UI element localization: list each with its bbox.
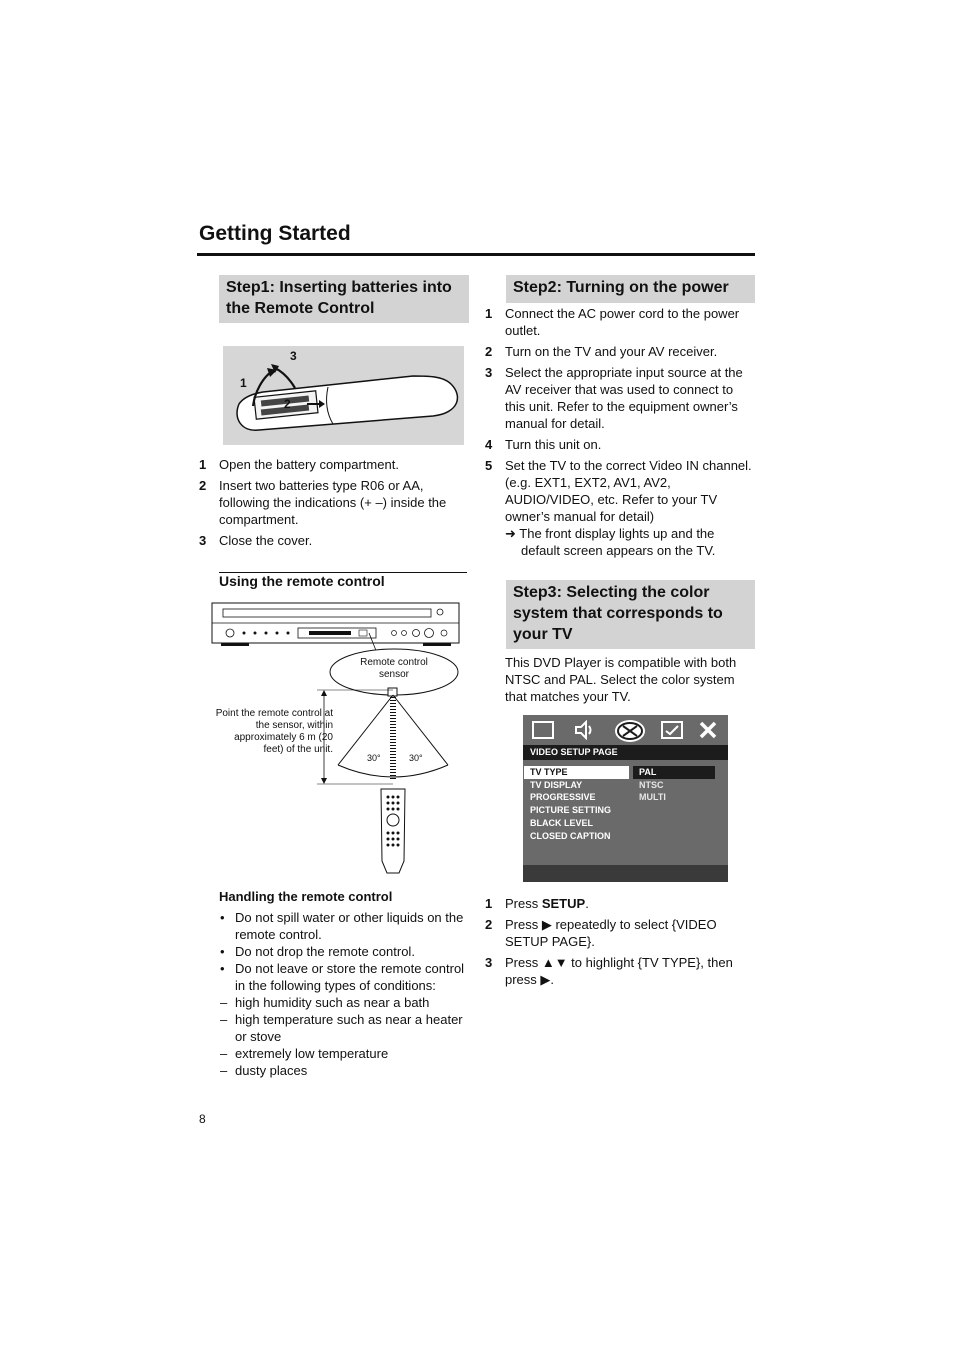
osd-page-title: VIDEO SETUP PAGE — [523, 745, 728, 760]
step2-result: ➜ The front display lights up and the default screen appears on the TV. — [505, 526, 716, 558]
list-item: 4 Turn this unit on. — [485, 437, 602, 452]
list-item: • Do not drop the remote control. — [220, 944, 415, 959]
step1-heading: Step1: Inserting batteries into the Remote Control — [219, 275, 469, 323]
page-number: 8 — [199, 1112, 206, 1126]
figure-label-3: 3 — [290, 349, 297, 363]
general-setup-icon[interactable] — [532, 721, 554, 739]
exit-setup-icon[interactable] — [698, 721, 718, 739]
step3-heading: Step3: Selecting the color system that corresponds to your TV — [506, 580, 755, 649]
list-item: – high humidity such as near a bath — [220, 995, 430, 1010]
remote-usage-figure — [211, 601, 461, 881]
osd-menu-black-level[interactable]: BLACK LEVEL — [530, 818, 593, 828]
osd-footer-bar — [523, 865, 728, 882]
list-item: 1 Open the battery compartment. — [199, 457, 399, 472]
step3-list — [485, 895, 755, 992]
list-item: – high temperature such as near a heater or stove — [220, 1012, 463, 1044]
video-setup-osd — [523, 715, 728, 882]
osd-menu-closed-caption[interactable]: CLOSED CAPTION — [530, 831, 611, 841]
osd-menu-picture-setting[interactable]: PICTURE SETTING — [530, 805, 612, 815]
osd-menu-tv-type[interactable]: TV TYPE — [530, 767, 568, 777]
list-item: 2 Insert two batteries type R06 or AA, following the indications (+ –) inside the compartment. — [199, 478, 447, 527]
step1-list — [199, 456, 467, 553]
figure-label-2: 2 — [284, 397, 291, 411]
angle-right-label: 30° — [409, 753, 423, 763]
step2-list — [485, 305, 755, 525]
list-item: 2 Press ▶ repeatedly to select {VIDEO SETUP PAGE}. — [485, 917, 717, 949]
battery-figure — [223, 346, 464, 445]
osd-option-pal[interactable]: PAL — [639, 767, 657, 777]
step2-block — [485, 305, 755, 559]
sensor-label: Remote control sensor — [360, 657, 428, 680]
step3-intro: This DVD Player is compatible with both NTSC and PAL. Select the color system that matches your TV. — [505, 655, 737, 704]
remote-battery-illustration — [223, 346, 464, 445]
osd-option-multi[interactable]: MULTI — [639, 792, 666, 802]
angle-left-label: 30° — [367, 753, 381, 763]
step2-heading: Step2: Turning on the power — [506, 275, 755, 303]
osd-menu-tv-display[interactable]: TV DISPLAY — [530, 780, 583, 790]
page-title: Getting Started — [199, 222, 351, 245]
figure-label-1: 1 — [240, 376, 247, 390]
osd-menu-area — [523, 760, 728, 865]
preference-setup-icon[interactable] — [661, 721, 683, 739]
list-item: • Do not spill water or other liquids on the remote control. — [220, 910, 464, 942]
list-item: – dusty places — [220, 1063, 308, 1078]
video-setup-icon[interactable] — [615, 720, 645, 742]
point-instruction: Point the remote control at the sensor, within approximately 6 m (20 feet) of the unit. — [215, 708, 333, 755]
osd-menu-progressive[interactable]: PROGRESSIVE — [530, 792, 596, 802]
list-item: 3 Press ▲▼ to highlight {TV TYPE}, then press ▶. — [485, 955, 733, 987]
list-item: • Do not leave or store the remote control in the following types of conditions: — [220, 961, 465, 993]
list-item: 3 Select the appropriate input source at the AV receiver that was used to connect to this unit. Refer to the equipment owner’s manual for detail. — [485, 365, 743, 431]
audio-setup-icon[interactable] — [573, 720, 595, 740]
handling-list — [219, 909, 469, 1079]
osd-icon-bar — [523, 715, 728, 745]
list-item: 3 Close the cover. — [199, 533, 313, 548]
using-remote-heading: Using the remote control — [219, 573, 385, 589]
list-item: 5 Set the TV to the correct Video IN channel. (e.g. EXT1, EXT2, AV1, AV2, AUDIO/VIDEO, etc. Refer to your TV owner’s manual for detail) — [485, 458, 752, 524]
list-item: 1 Press SETUP. — [485, 896, 589, 911]
list-item: – extremely low temperature — [220, 1046, 389, 1061]
list-item: 2 Turn on the TV and your AV receiver. — [485, 344, 718, 359]
setup-key: SETUP — [541, 896, 586, 911]
list-item: 1 Connect the AC power cord to the power outlet. — [485, 306, 740, 338]
title-rule — [197, 253, 755, 256]
handling-heading: Handling the remote control — [219, 889, 393, 904]
osd-option-ntsc[interactable]: NTSC — [639, 780, 664, 790]
